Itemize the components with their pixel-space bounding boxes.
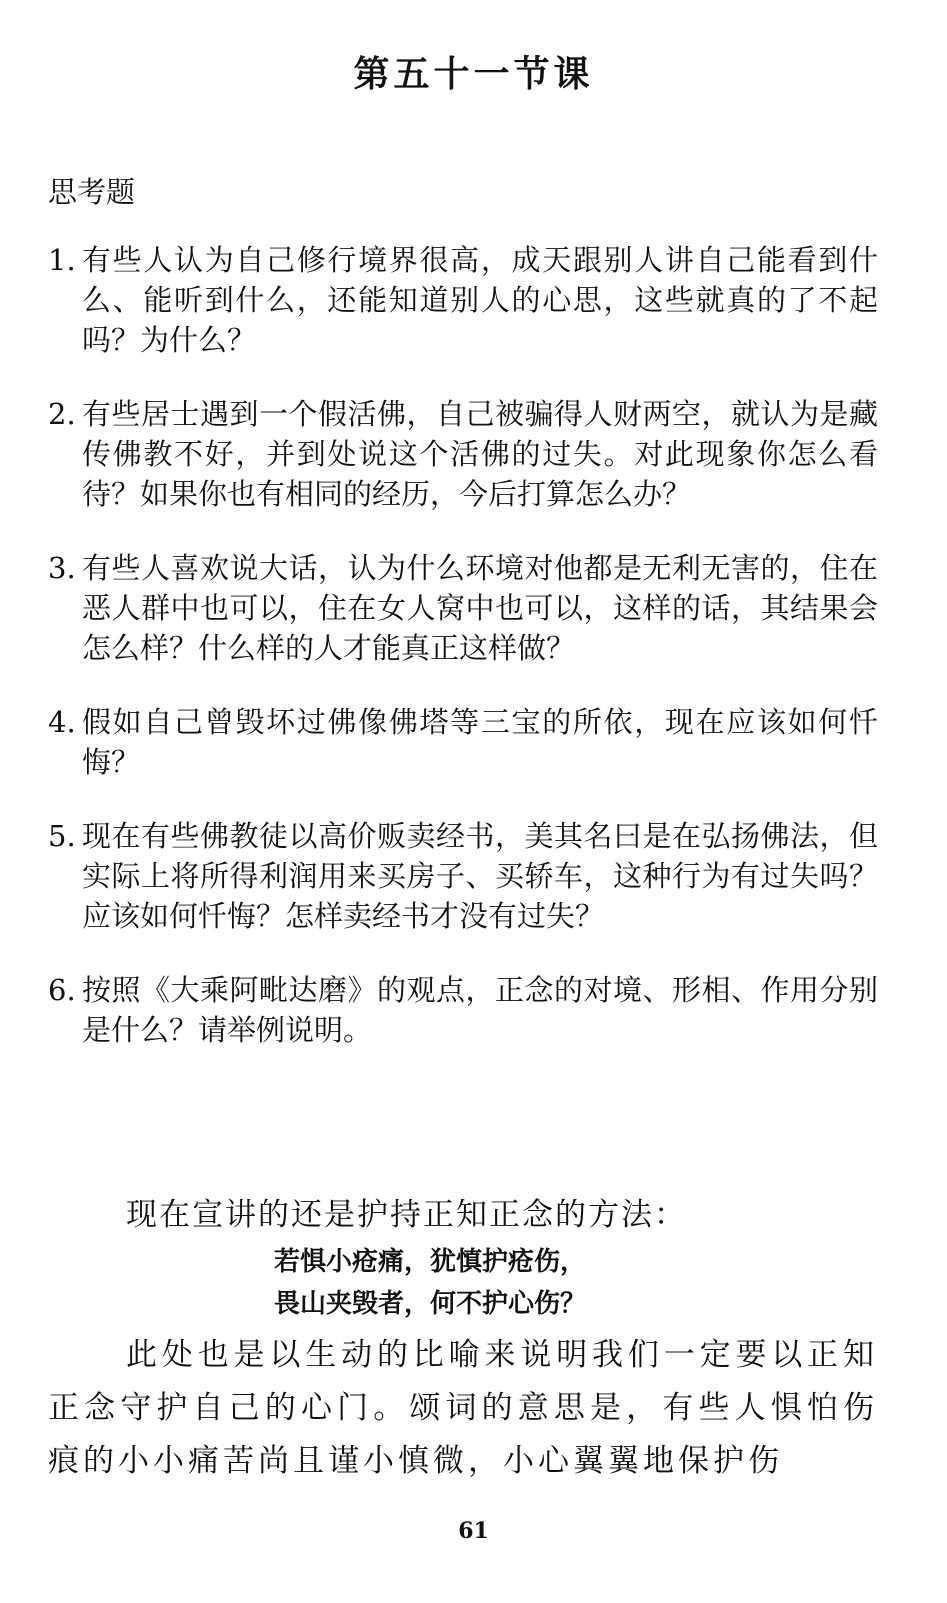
verse-line: 畏山夹毁者，何不护心伤？ bbox=[274, 1289, 587, 1319]
question-number: 4. bbox=[48, 705, 76, 739]
lecture-body bbox=[48, 1195, 878, 1488]
question-item bbox=[48, 702, 878, 782]
question-item bbox=[48, 816, 878, 936]
question-number: 6. bbox=[48, 973, 76, 1007]
question-item bbox=[48, 240, 878, 360]
question-number: 1. bbox=[48, 243, 76, 277]
verse-line: 若惧小疮痛，犹慎护疮伤， bbox=[274, 1247, 587, 1277]
commentary-paragraph: 此处也是以生动的比喻来说明我们一定要以正知正念守护自己的心门。颂词的意思是，有些人惧怕伤痕的小小痛苦尚且谨小慎微，小心翼翼地保护伤 bbox=[48, 1337, 878, 1479]
question-text: 按照《大乘阿毗达磨》的观点，正念的对境、形相、作用分别是什么？请举例说明。 bbox=[82, 973, 878, 1047]
page-number: 61 bbox=[458, 1518, 489, 1544]
question-text: 有些居士遇到一个假活佛，自己被骗得人财两空，就认为是藏传佛教不好，并到处说这个活佛的过失。对此现象你怎么看待？如果你也有相同的经历，今后打算怎么办？ bbox=[82, 397, 878, 511]
question-number: 2. bbox=[48, 397, 76, 431]
question-number: 3. bbox=[48, 551, 76, 585]
question-number: 5. bbox=[48, 819, 76, 853]
question-text: 有些人认为自己修行境界很高，成天跟别人讲自己能看到什么、能听到什么，还能知道别人的心思，这些就真的了不起吗？为什么？ bbox=[82, 243, 878, 357]
intro-line: 现在宣讲的还是护持正知正念的方法： bbox=[126, 1197, 687, 1233]
question-item bbox=[48, 394, 878, 514]
question-text: 现在有些佛教徒以高价贩卖经书，美其名曰是在弘扬佛法，但实际上将所得利润用来买房子、买轿车，这种行为有过失吗？应该如何忏悔？怎样卖经书才没有过失？ bbox=[82, 819, 878, 933]
question-list bbox=[48, 240, 878, 1084]
section-heading: 思考题 bbox=[48, 175, 136, 209]
question-item bbox=[48, 548, 878, 668]
question-item bbox=[48, 970, 878, 1050]
page-title: 第五十一节课 bbox=[353, 53, 594, 95]
question-text: 有些人喜欢说大话，认为什么环境对他都是无利无害的，住在恶人群中也可以，住在女人窝中也可以，这样的话，其结果会怎么样？什么样的人才能真正这样做？ bbox=[82, 551, 878, 665]
verse-block bbox=[48, 1241, 878, 1325]
question-text: 假如自己曾毁坏过佛像佛塔等三宝的所依，现在应该如何忏悔？ bbox=[82, 705, 878, 779]
